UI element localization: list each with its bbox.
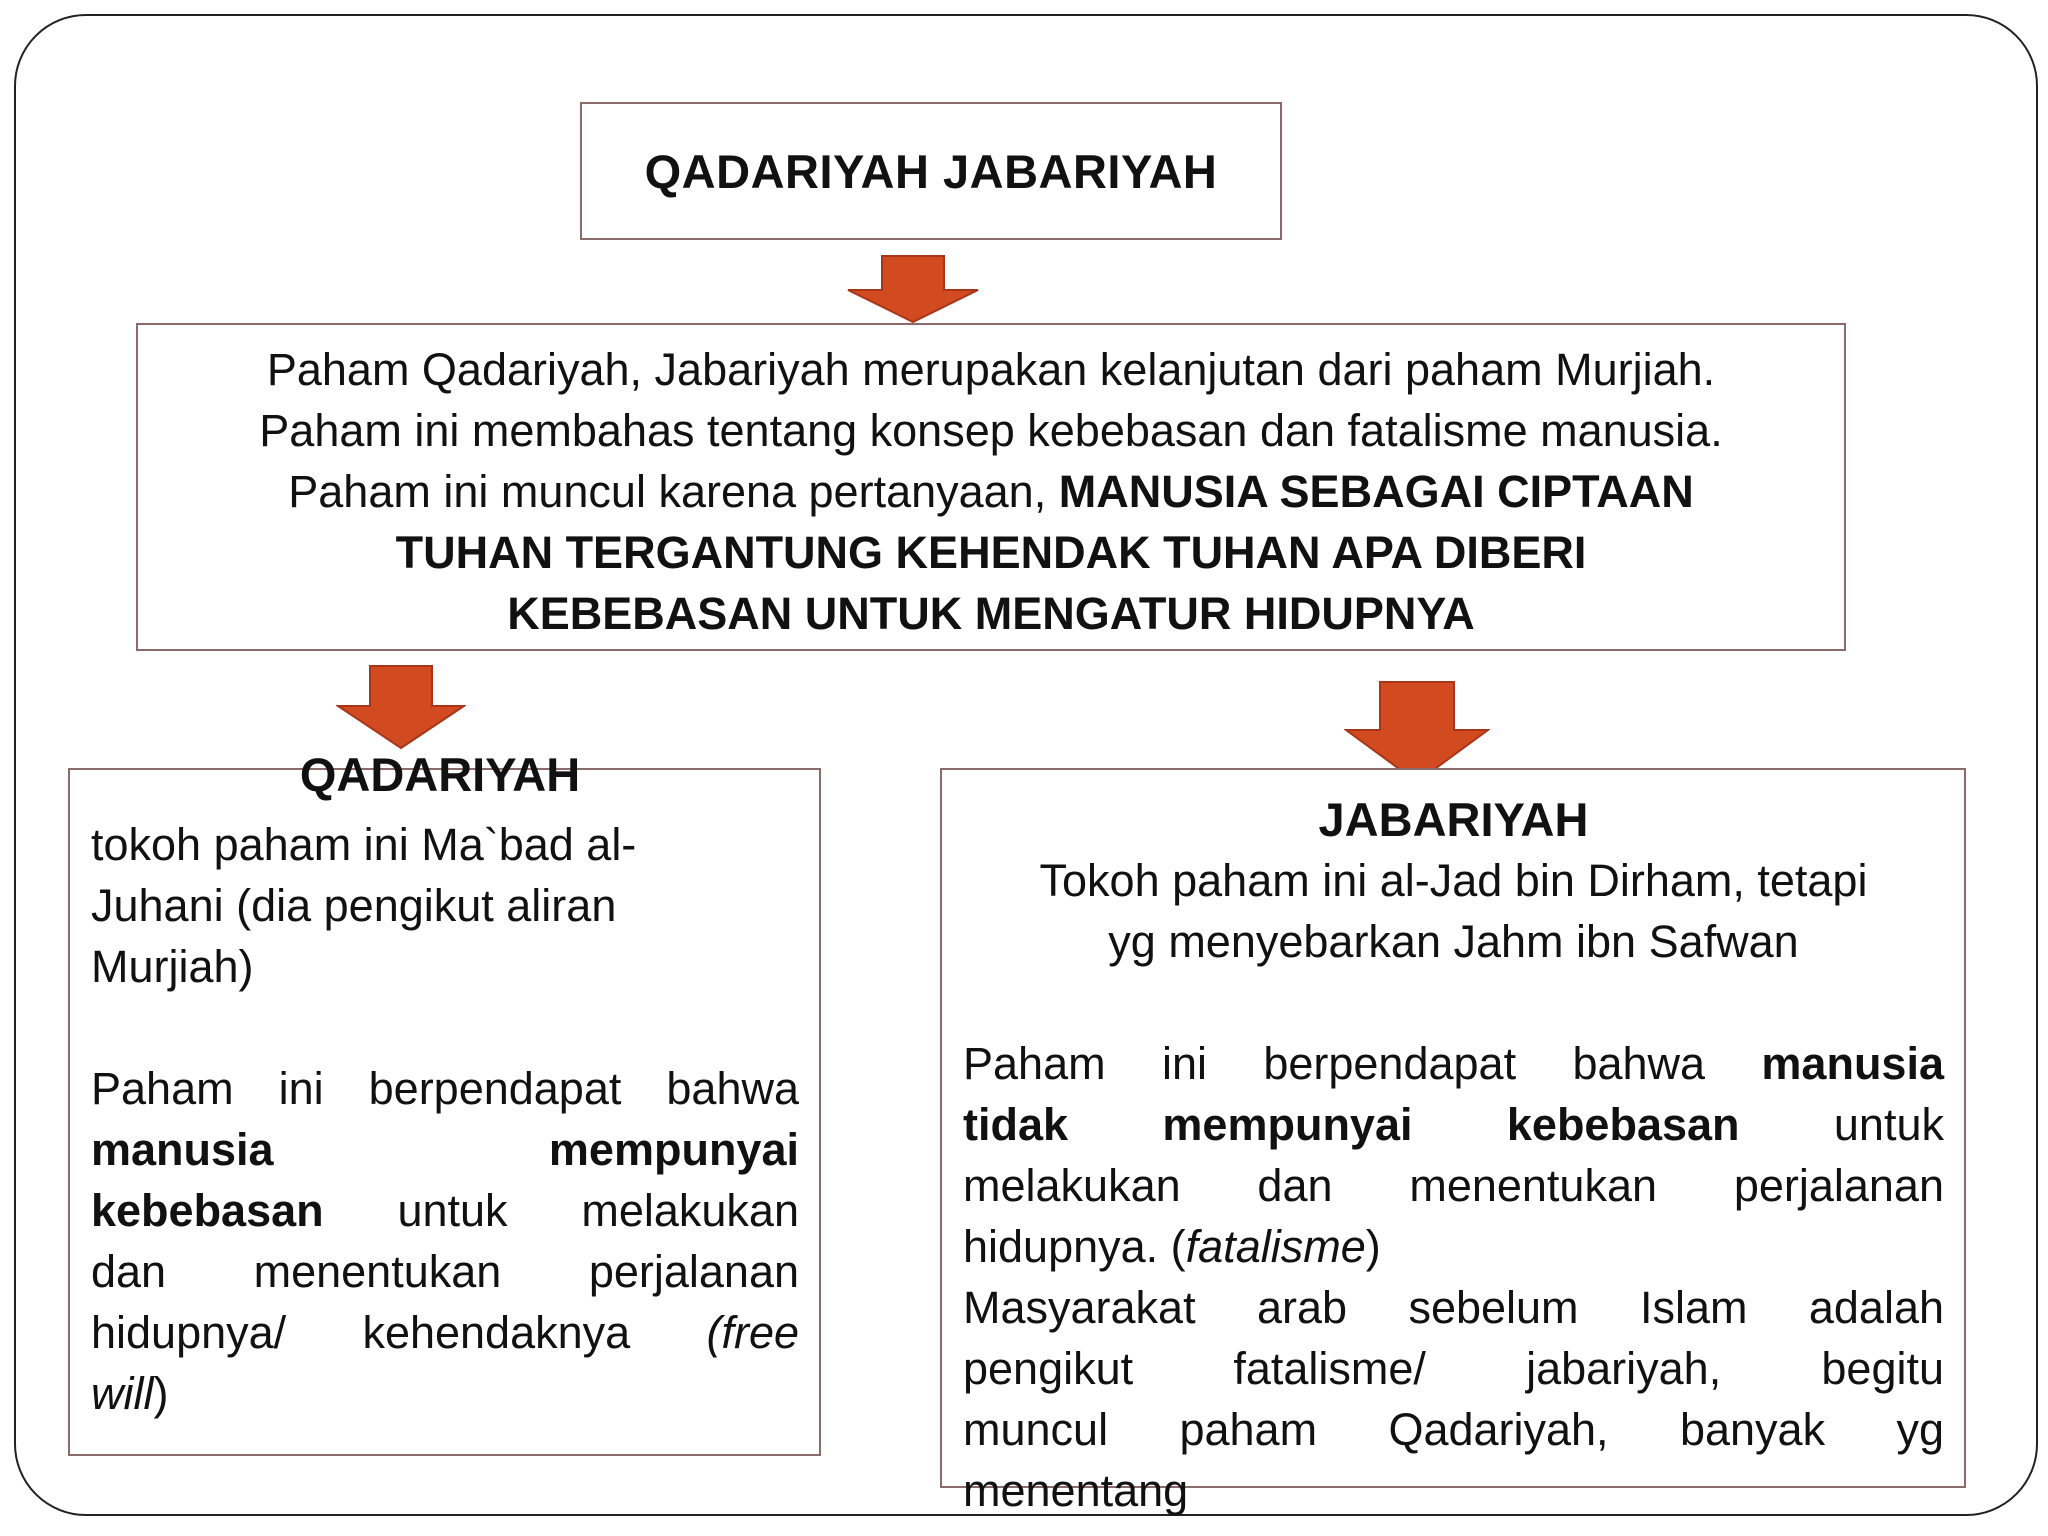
jabariyah-desc-bold-2: tidak mempunyai kebebasan: [963, 1099, 1740, 1150]
title-text: QADARIYAH JABARIYAH: [644, 144, 1218, 198]
jabariyah-desc-line-4: [963, 1216, 1944, 1277]
jabariyah-desc-close: ): [1365, 1221, 1381, 1272]
jabariyah-desc-line-1: [963, 1033, 1944, 1094]
intro-line-3-normal: Paham ini muncul karena pertanyaan,: [288, 466, 1059, 517]
intro-line-2: Paham ini membahas tentang konsep kebebasan dan fatalisme manusia.: [259, 405, 1723, 456]
jabariyah-desc2-line-1: Masyarakat arab sebelum Islam adalah: [963, 1282, 1944, 1333]
qadariyah-desc-line-2: manusia mempunyai: [91, 1124, 799, 1175]
qadariyah-tokoh-line-3: Murjiah): [91, 941, 254, 992]
down-arrow-icon: [336, 664, 466, 750]
qadariyah-desc-close: ): [153, 1368, 169, 1419]
down-arrow-icon: [846, 254, 980, 324]
qadariyah-desc-line-6: [91, 1363, 799, 1424]
qadariyah-desc-normal: untuk melakukan: [323, 1185, 799, 1236]
jabariyah-desc2-line-2: pengikut fatalisme/ jabariyah, begitu: [963, 1343, 1944, 1394]
qadariyah-tokoh-line-2: Juhani (dia pengikut aliran: [91, 880, 617, 931]
jabariyah-desc-line-2: [963, 1094, 1944, 1155]
intro-line-1: Paham Qadariyah, Jabariyah merupakan kelanjutan dari paham Murjiah.: [266, 344, 1716, 395]
jabariyah-desc-normal-2: untuk: [1739, 1099, 1944, 1150]
intro-line-3: [152, 461, 1830, 522]
intro-box: [136, 323, 1846, 651]
jabariyah-desc-italic: fatalisme: [1185, 1221, 1366, 1272]
qadariyah-tokoh-line-1: tokoh paham ini Ma`bad al-: [91, 819, 637, 870]
intro-line-3-bold: MANUSIA SEBAGAI CIPTAAN: [1058, 466, 1694, 517]
qadariyah-desc-line-3: [91, 1180, 799, 1241]
qadariyah-desc-italic-2: will: [91, 1368, 154, 1419]
jabariyah-desc-normal-4: hidupnya. (: [963, 1221, 1186, 1272]
qadariyah-desc-line-5: [91, 1302, 799, 1363]
jabariyah-box: [940, 768, 1966, 1516]
jabariyah-desc2-line-3: muncul paham Qadariyah, banyak yg: [963, 1404, 1944, 1455]
jabariyah-tokoh-line-1: Tokoh paham ini al-Jad bin Dirham, tetapi: [1039, 855, 1868, 906]
jabariyah-desc2-line-4: menentang: [963, 1465, 1189, 1516]
qadariyah-desc-line-4: dan menentukan perjalanan: [91, 1246, 799, 1297]
qadariyah-heading: QADARIYAH: [299, 748, 581, 801]
qadariyah-desc-italic-1: (free: [706, 1307, 799, 1358]
jabariyah-desc-line-3: melakukan dan menentukan perjalanan: [963, 1160, 1944, 1211]
jabariyah-heading: JABARIYAH: [1318, 793, 1589, 846]
intro-line-4: TUHAN TERGANTUNG KEHENDAK TUHAN APA DIBERI: [395, 527, 1587, 578]
qadariyah-desc-normal-2: hidupnya/ kehendaknya: [91, 1307, 707, 1358]
intro-line-5: KEBEBASAN UNTUK MENGATUR HIDUPNYA: [507, 588, 1475, 639]
jabariyah-desc-bold-1: manusia: [1761, 1038, 1944, 1089]
qadariyah-desc-bold: kebebasan: [91, 1185, 324, 1236]
qadariyah-box: [68, 768, 821, 1456]
jabariyah-desc-normal-1: Paham ini berpendapat bahwa: [963, 1038, 1762, 1089]
qadariyah-desc-line-1: Paham ini berpendapat bahwa: [91, 1063, 799, 1114]
jabariyah-tokoh-line-2: yg menyebarkan Jahm ibn Safwan: [1108, 916, 1799, 967]
title-box: [580, 102, 1282, 240]
